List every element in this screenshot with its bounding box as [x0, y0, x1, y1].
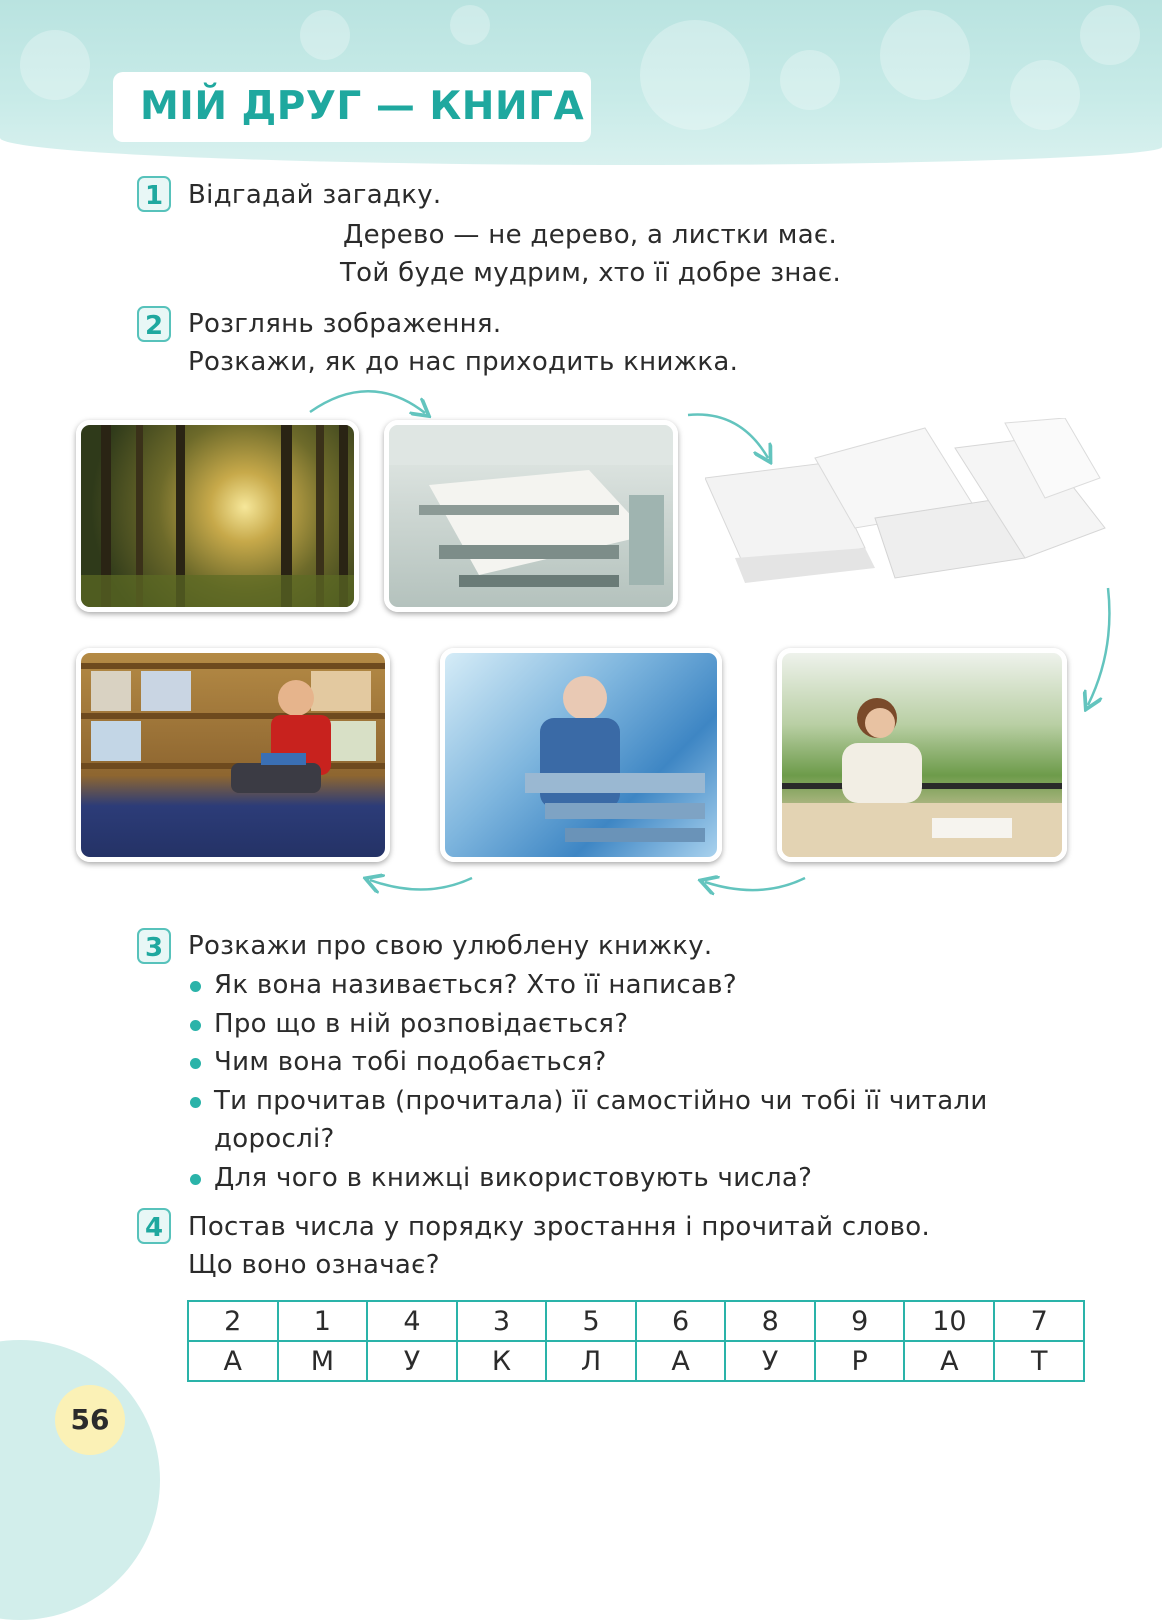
numbers-row	[188, 1301, 1084, 1341]
letter-cell: У	[367, 1341, 457, 1381]
bullet-dot	[190, 1097, 201, 1108]
number-cell: 10	[904, 1301, 994, 1341]
number-cell: 9	[815, 1301, 905, 1341]
letter-cell: У	[725, 1341, 815, 1381]
task4-line-2: Що воно означає?	[188, 1250, 440, 1280]
task3-bullet-4-cont: дорослі?	[214, 1124, 335, 1154]
task3-bullet-4: Ти прочитав (прочитала) її самостійно чи тобі її читали	[214, 1086, 988, 1116]
task4-line-1: Постав числа у порядку зростання і прочитай слово.	[188, 1212, 931, 1242]
bullet-dot	[190, 1020, 201, 1031]
task2-line-2: Розкажи, як до нас приходить книжка.	[188, 347, 739, 377]
task3-instruction: Розкажи про свою улюблену книжку.	[188, 931, 713, 961]
task-number-1: 1	[137, 176, 171, 212]
letter-cell: М	[278, 1341, 368, 1381]
task-number-2: 2	[137, 306, 171, 342]
task-number-3: 3	[137, 928, 171, 964]
letter-cell: Р	[815, 1341, 905, 1381]
task-number-4: 4	[137, 1208, 171, 1244]
number-cell: 2	[188, 1301, 278, 1341]
task3-bullet-2: Про що в ній розповідається?	[214, 1009, 629, 1039]
task3-bullet-1: Як вона називається? Хто її написав?	[214, 970, 737, 1000]
task3-bullet-3: Чим вона тобі подобається?	[214, 1047, 607, 1077]
number-cell: 4	[367, 1301, 457, 1341]
number-cell: 1	[278, 1301, 368, 1341]
number-cell: 6	[636, 1301, 726, 1341]
letter-cell: А	[636, 1341, 726, 1381]
letters-row	[188, 1341, 1084, 1381]
letter-cell: А	[188, 1341, 278, 1381]
number-letter-table	[187, 1300, 1085, 1382]
bullet-dot	[190, 981, 201, 992]
letter-cell: А	[904, 1341, 994, 1381]
task3-bullet-5: Для чого в книжці використовують числа?	[214, 1163, 813, 1193]
number-cell: 8	[725, 1301, 815, 1341]
number-cell: 5	[546, 1301, 636, 1341]
page-number: 56	[55, 1385, 125, 1455]
task1-instruction: Відгадай загадку.	[188, 180, 442, 210]
riddle-line-1: Дерево — не дерево, а листки має.	[343, 220, 838, 250]
letter-cell: Т	[994, 1341, 1084, 1381]
number-cell: 7	[994, 1301, 1084, 1341]
bullet-dot	[190, 1174, 201, 1185]
riddle-line-2: Той буде мудрим, хто її добре знає.	[340, 258, 842, 288]
page-title: МІЙ ДРУГ — КНИГА	[140, 84, 585, 129]
task2-line-1: Розглянь зображення.	[188, 309, 502, 339]
number-cell: 3	[457, 1301, 547, 1341]
letter-cell: К	[457, 1341, 547, 1381]
bullet-dot	[190, 1058, 201, 1069]
letter-cell: Л	[546, 1341, 636, 1381]
